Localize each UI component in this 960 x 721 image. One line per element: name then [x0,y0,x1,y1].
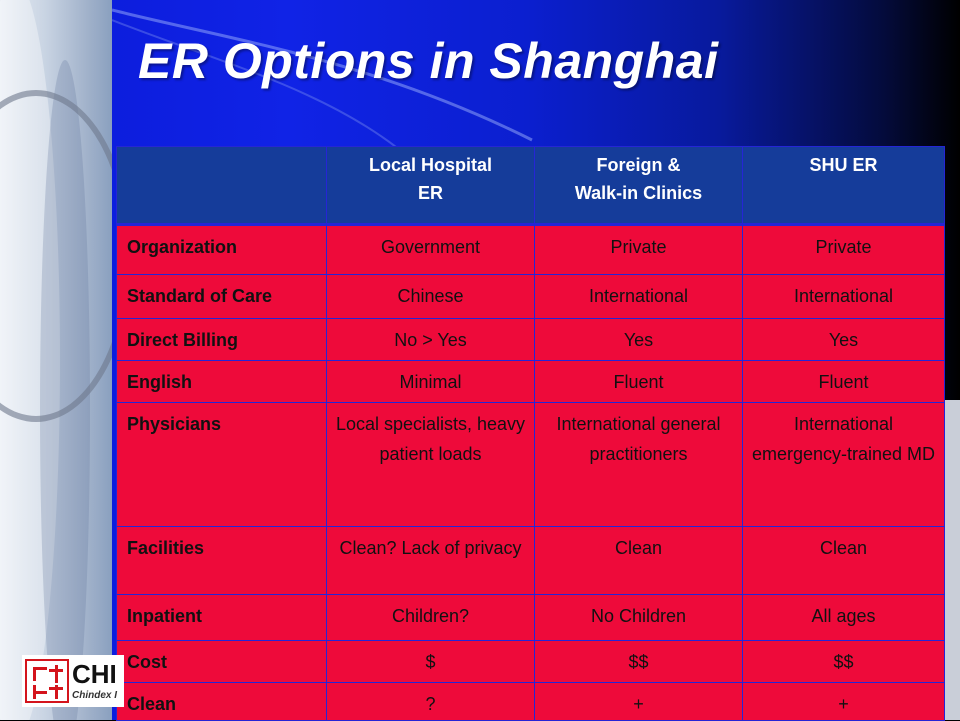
table-row [117,403,945,527]
row-label: Organization [117,225,327,275]
table-cell: No > Yes [327,319,535,361]
table-cell: Government [327,225,535,275]
table-row [117,527,945,595]
table-row [117,225,945,275]
table-cell: Fluent [743,361,945,403]
row-label: Physicians [117,403,327,527]
row-label: Standard of Care [117,275,327,319]
table-cell: Clean? Lack of privacy [327,527,535,595]
table-row [117,595,945,641]
table-cell: Local specialists, heavy patient loads [327,403,535,527]
table-cell: Yes [743,319,945,361]
logo-text: CHI [72,659,117,689]
table-cell: International [743,275,945,319]
table-cell: International general practitioners [535,403,743,527]
logo-seal-icon [25,659,69,703]
table-cell: Private [535,225,743,275]
logo-subtext: Chindex I [72,690,118,701]
chindex-logo [22,655,124,707]
table-cell: ? [327,683,535,721]
table-cell: Fluent [535,361,743,403]
row-label: English [117,361,327,403]
table-cell: $$ [743,641,945,683]
table-cell: Minimal [327,361,535,403]
header-cell-local-hospital: Local Hospital ER [327,147,535,225]
table-cell: $$ [535,641,743,683]
stethoscope-photo-strip [0,0,112,720]
table-row [117,275,945,319]
row-label: Facilities [117,527,327,595]
er-options-table [116,146,945,721]
table-cell: Clean [535,527,743,595]
table-cell: No Children [535,595,743,641]
table-cell: International emergency-trained MD [743,403,945,527]
table-row [117,319,945,361]
table-cell: International [535,275,743,319]
table-cell: Clean [743,527,945,595]
table-cell: Private [743,225,945,275]
row-label: Clean [117,683,327,721]
table-cell: All ages [743,595,945,641]
table-cell: + [535,683,743,721]
table-cell: Chinese [327,275,535,319]
right-edge-bar [943,400,960,720]
table-header-row [117,147,945,225]
table-row [117,641,945,683]
header-cell-foreign-clinics: Foreign & Walk-in Clinics [535,147,743,225]
header-cell-empty [117,147,327,225]
header-cell-shu-er: SHU ER [743,147,945,225]
table-cell: Yes [535,319,743,361]
row-label: Inpatient [117,595,327,641]
table-row [117,683,945,721]
table-row [117,361,945,403]
table-cell: + [743,683,945,721]
table-cell: $ [327,641,535,683]
slide-title: ER Options in Shanghai [138,33,719,89]
row-label: Direct Billing [117,319,327,361]
row-label: Cost [117,641,327,683]
table-body [117,225,945,721]
table-cell: Children? [327,595,535,641]
